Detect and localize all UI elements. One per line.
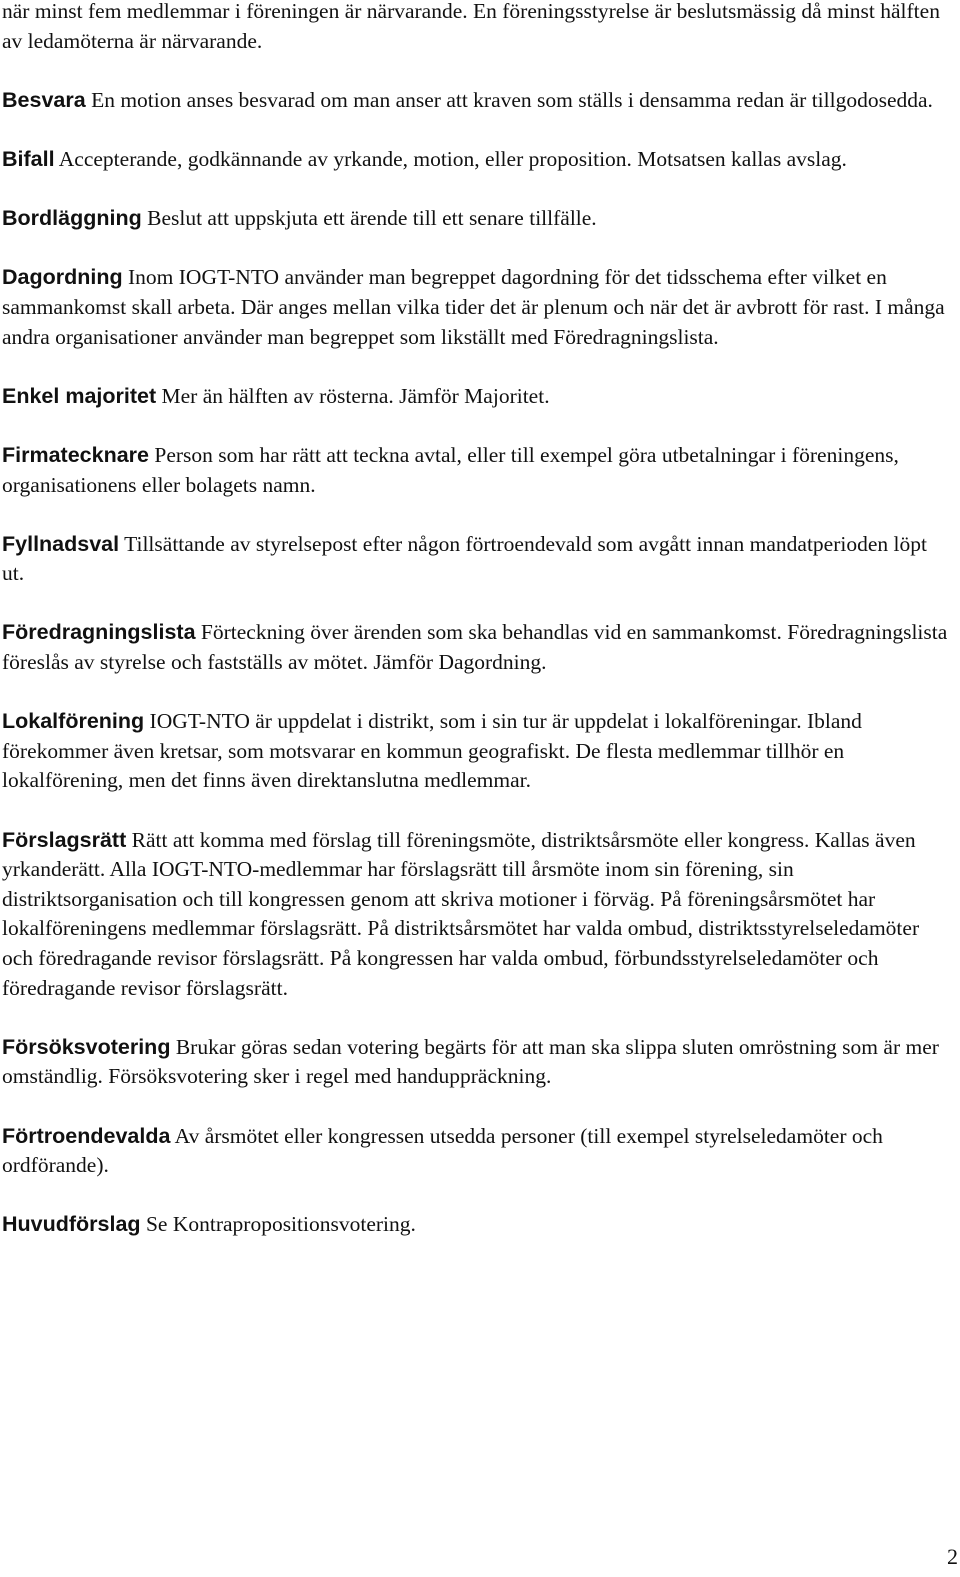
glossary-entry-huvudforslag (2, 1210, 952, 1240)
glossary-term: Fyllnadsval (2, 531, 120, 556)
page-number: 2 (947, 1544, 958, 1569)
glossary-term: Besvara (2, 87, 86, 112)
glossary-entry-fyllnadsval (2, 530, 952, 589)
glossary-term: Firmatecknare (2, 442, 149, 467)
glossary-entry-firmatecknare (2, 441, 952, 500)
glossary-term: Enkel majoritet (2, 383, 157, 408)
glossary-definition: Förteckning över ärenden som ska behandlas vid en sammankomst. Föredragningslista föreslås av styrelse och fastställs av mötet. Jämför Dagordning. (2, 620, 948, 675)
glossary-definition: Inom IOGT-NTO använder man begreppet dagordning för det tidsschema efter vilket en sammankomst skall arbeta. Där anges mellan vilka tider det är plenum och när det är avbrott för rast. I många andra organisationer använder man begreppet som likställt med Föredragningslista. (2, 265, 945, 349)
glossary-term: Lokalförening (2, 709, 145, 734)
glossary-definition: Person som har rätt att teckna avtal, eller till exempel göra utbetalningar i föreningens, organisationens eller bolagets namn. (2, 442, 899, 497)
glossary-definition: Tillsättande av styrelsepost efter någon förtroendevald som avgått innan mandatperioden löpt ut. (2, 531, 927, 586)
intro-paragraph: när minst fem medlemmar i föreningen är närvarande. En föreningsstyrelse är beslutsmässig då minst hälften av ledamöterna är närvarande. (2, 0, 940, 53)
glossary-definition: Accepterande, godkännande av yrkande, motion, eller proposition. Motsatsen kallas avslag. (58, 146, 847, 171)
glossary-term: Försöksvotering (2, 1034, 171, 1059)
glossary-term: Förtroendevalda (2, 1123, 171, 1148)
glossary-term: Huvudförslag (2, 1212, 141, 1237)
glossary-entry-bifall (2, 145, 952, 175)
glossary-definition: Mer än hälften av rösterna. Jämför Majoritet. (161, 383, 550, 408)
document-page (2, 0, 952, 1240)
glossary-definition: Av årsmötet eller kongressen utsedda personer (till exempel styrelseledamöter och ordförande). (2, 1123, 883, 1178)
glossary-term: Föredragningslista (2, 620, 196, 645)
glossary-definition: Se Kontrapropositionsvotering. (145, 1212, 416, 1237)
glossary-definition: Beslut att uppskjuta ett ärende till ett senare tillfälle. (147, 206, 597, 231)
glossary-term: Dagordning (2, 265, 123, 290)
glossary-entry-fortroendevalda (2, 1122, 952, 1181)
glossary-term: Bordläggning (2, 206, 142, 231)
glossary-entry-forsoksvotering (2, 1033, 952, 1092)
glossary-entry-forslagsratt (2, 826, 952, 1004)
glossary-entry-dagordning (2, 263, 952, 352)
glossary-entry-bordlaggning (2, 204, 952, 234)
glossary-entry-besvara (2, 86, 952, 116)
glossary-entry-foredragningslista (2, 618, 952, 677)
glossary-definition: IOGT-NTO är uppdelat i distrikt, som i sin tur är uppdelat i lokalföreningar. Ibland förekommer även kretsar, som motsvarar en kommun geografiskt. De flesta medlemmar tillhör en lokalförening, men det finns även direktanslutna medlemmar. (2, 709, 862, 793)
glossary-definition: En motion anses besvarad om man anser att kraven som ställs i densamma redan är tillgodosedda. (91, 87, 933, 112)
glossary-definition: Rätt att komma med förslag till föreningsmöte, distriktsårsmöte eller kongress. Kallas även yrkanderätt. Alla IOGT-NTO-medlemmar har förslagsrätt till årsmöte inom sin förening, sin distriktsorganisation och till kongressen genom att skriva motioner i förväg. På föreningsårsmötet har lokalföreningens medlemmar förslagsrätt. På distriktsårsmötet har valda ombud, distriktsstyrelseledamöter och föredragande revisor förslagsrätt. På kongressen har valda ombud, förbundsstyrelseledamöter och föredragande revisor förslagsrätt. (2, 827, 920, 1000)
glossary-term: Förslagsrätt (2, 827, 127, 852)
glossary-entry-lokalforening (2, 707, 952, 796)
glossary-entry-enkel-majoritet (2, 382, 952, 412)
glossary-definition: Brukar göras sedan votering begärts för att man ska slippa sluten omröstning som är mer omständlig. Försöksvotering sker i regel med handuppräckning. (2, 1034, 939, 1089)
glossary-term: Bifall (2, 146, 55, 171)
